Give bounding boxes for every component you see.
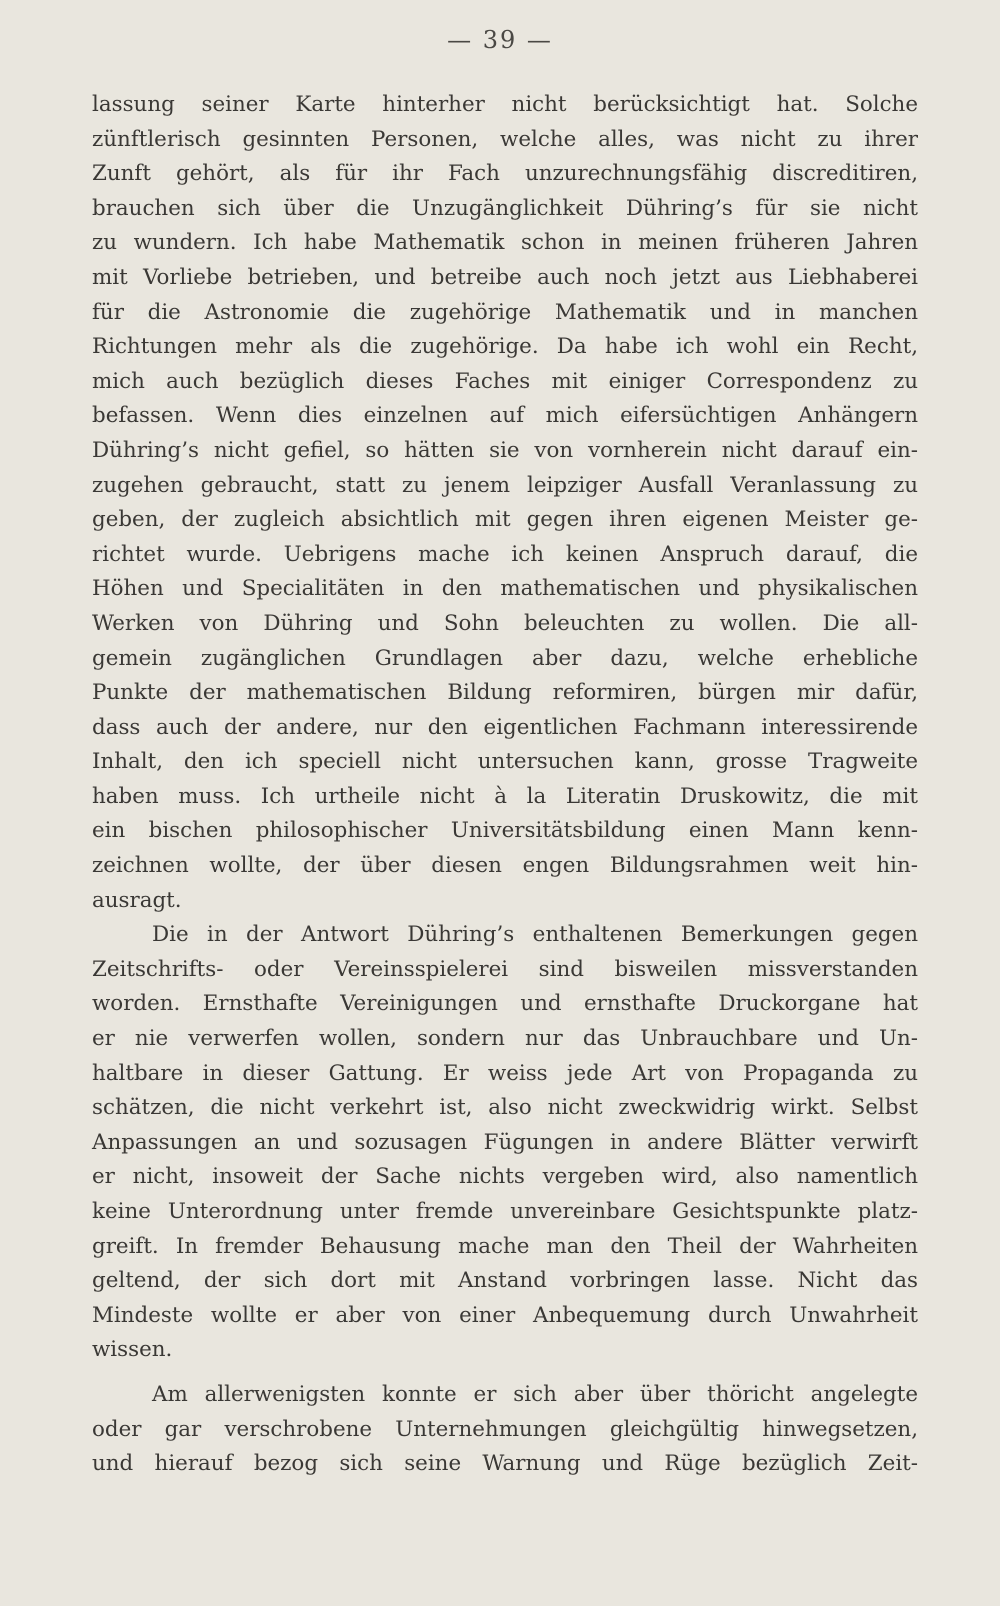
text-line: mit Vorliebe betrieben, und betreibe auch noch jetzt aus Liebhaberei bbox=[92, 264, 918, 290]
text-line: zünftlerisch gesinnten Personen, welche alles, was nicht zu ihrer bbox=[92, 126, 918, 152]
paragraph-3 bbox=[92, 1378, 918, 1482]
text-line: zugehen gebraucht, statt zu jenem leipziger Ausfall Veranlassung zu bbox=[92, 472, 918, 498]
text-line: für die Astronomie die zugehörige Mathematik und in manchen bbox=[92, 299, 918, 325]
text-line: er nie verwerfen wollen, sondern nur das Unbrauchbare und Un- bbox=[92, 1026, 918, 1052]
text-line: Dühring’s nicht gefiel, so hätten sie von vornherein nicht darauf ein- bbox=[92, 437, 918, 463]
text-line: Die in der Antwort Dühring’s enthaltenen Bemerkungen gegen bbox=[152, 922, 918, 948]
paragraph-1 bbox=[92, 88, 918, 918]
text-line: er nicht, insoweit der Sache nichts vergeben wird, also namentlich bbox=[92, 1164, 918, 1190]
text-line: befassen. Wenn dies einzelnen auf mich eifersüchtigen Anhängern bbox=[92, 403, 918, 429]
body-text bbox=[92, 88, 918, 1482]
text-line: richtet wurde. Uebrigens mache ich keinen Anspruch darauf, die bbox=[92, 541, 918, 567]
text-line: dass auch der andere, nur den eigentlichen Fachmann interessirende bbox=[92, 714, 918, 740]
text-line: Zunft gehört, als für ihr Fach unzurechnungsfähig discreditiren, bbox=[92, 161, 918, 187]
text-line: worden. Ernsthafte Vereinigungen und ernsthafte Druckorgane hat bbox=[92, 991, 918, 1017]
text-line: keine Unterordnung unter fremde unvereinbare Gesichtspunkte platz- bbox=[92, 1199, 918, 1224]
text-line: Am allerwenigsten konnte er sich aber über thöricht angelegte bbox=[152, 1381, 918, 1407]
text-line: zeichnen wollte, der über diesen engen Bildungsrahmen weit hin- bbox=[92, 853, 918, 879]
text-line: Punkte der mathematischen Bildung reformiren, bürgen mir dafür, bbox=[92, 680, 918, 706]
text-line: mich auch bezüglich dieses Faches mit einiger Correspondenz zu bbox=[92, 368, 918, 394]
text-line: haben muss. Ich urtheile nicht à la Literatin Druskowitz, die mit bbox=[92, 783, 918, 809]
text-line: geben, der zugleich absichtlich mit gegen ihren eigenen Meister ge- bbox=[92, 507, 918, 533]
text-line: schätzen, die nicht verkehrt ist, also nicht zweckwidrig wirkt. Selbst bbox=[92, 1095, 918, 1121]
text-line: gemein zugänglichen Grundlagen aber dazu, welche erhebliche bbox=[92, 645, 918, 671]
page-number: — 39 — bbox=[447, 26, 553, 54]
text-line: greift. In fremder Behausung mache man den Theil der Wahrheiten bbox=[92, 1233, 918, 1259]
text-line: geltend, der sich dort mit Anstand vorbringen lasse. Nicht das bbox=[92, 1268, 918, 1294]
paragraph-spacer bbox=[92, 1368, 918, 1378]
text-line: wissen. bbox=[92, 1337, 173, 1363]
text-line: Zeitschrifts- oder Vereinsspielerei sind bisweilen missverstanden bbox=[92, 956, 918, 982]
text-line: haltbare in dieser Gattung. Er weiss jede Art von Propaganda zu bbox=[92, 1060, 918, 1086]
text-line: und hierauf bezog sich seine Warnung und Rüge bezüglich Zeit- bbox=[92, 1451, 918, 1477]
text-line: Höhen und Specialitäten in den mathematischen und physikalischen bbox=[92, 576, 918, 602]
paragraph-2 bbox=[92, 918, 918, 1368]
text-line: zu wundern. Ich habe Mathematik schon in meinen früheren Jahren bbox=[92, 230, 918, 256]
text-line: brauchen sich über die Unzugänglichkeit Dühring’s für sie nicht bbox=[92, 195, 918, 221]
text-line: oder gar verschrobene Unternehmungen gleichgültig hinwegsetzen, bbox=[92, 1416, 918, 1442]
text-line: ein bischen philosophischer Universitätsbildung einen Mann kenn- bbox=[92, 818, 918, 844]
text-line: lassung seiner Karte hinterher nicht berücksichtigt hat. Solche bbox=[92, 92, 918, 117]
text-line: ausragt. bbox=[92, 887, 182, 913]
text-line: Inhalt, den ich speciell nicht untersuchen kann, grosse Tragweite bbox=[92, 749, 918, 775]
text-line: Anpassungen an und sozusagen Fügungen in andere Blätter verwirft bbox=[92, 1129, 918, 1155]
text-line: Werken von Dühring und Sohn beleuchten zu wollen. Die all- bbox=[92, 610, 918, 636]
text-line: Richtungen mehr als die zugehörige. Da habe ich wohl ein Recht, bbox=[92, 334, 918, 360]
text-line: Mindeste wollte er aber von einer Anbequemung durch Unwahrheit bbox=[92, 1302, 918, 1328]
